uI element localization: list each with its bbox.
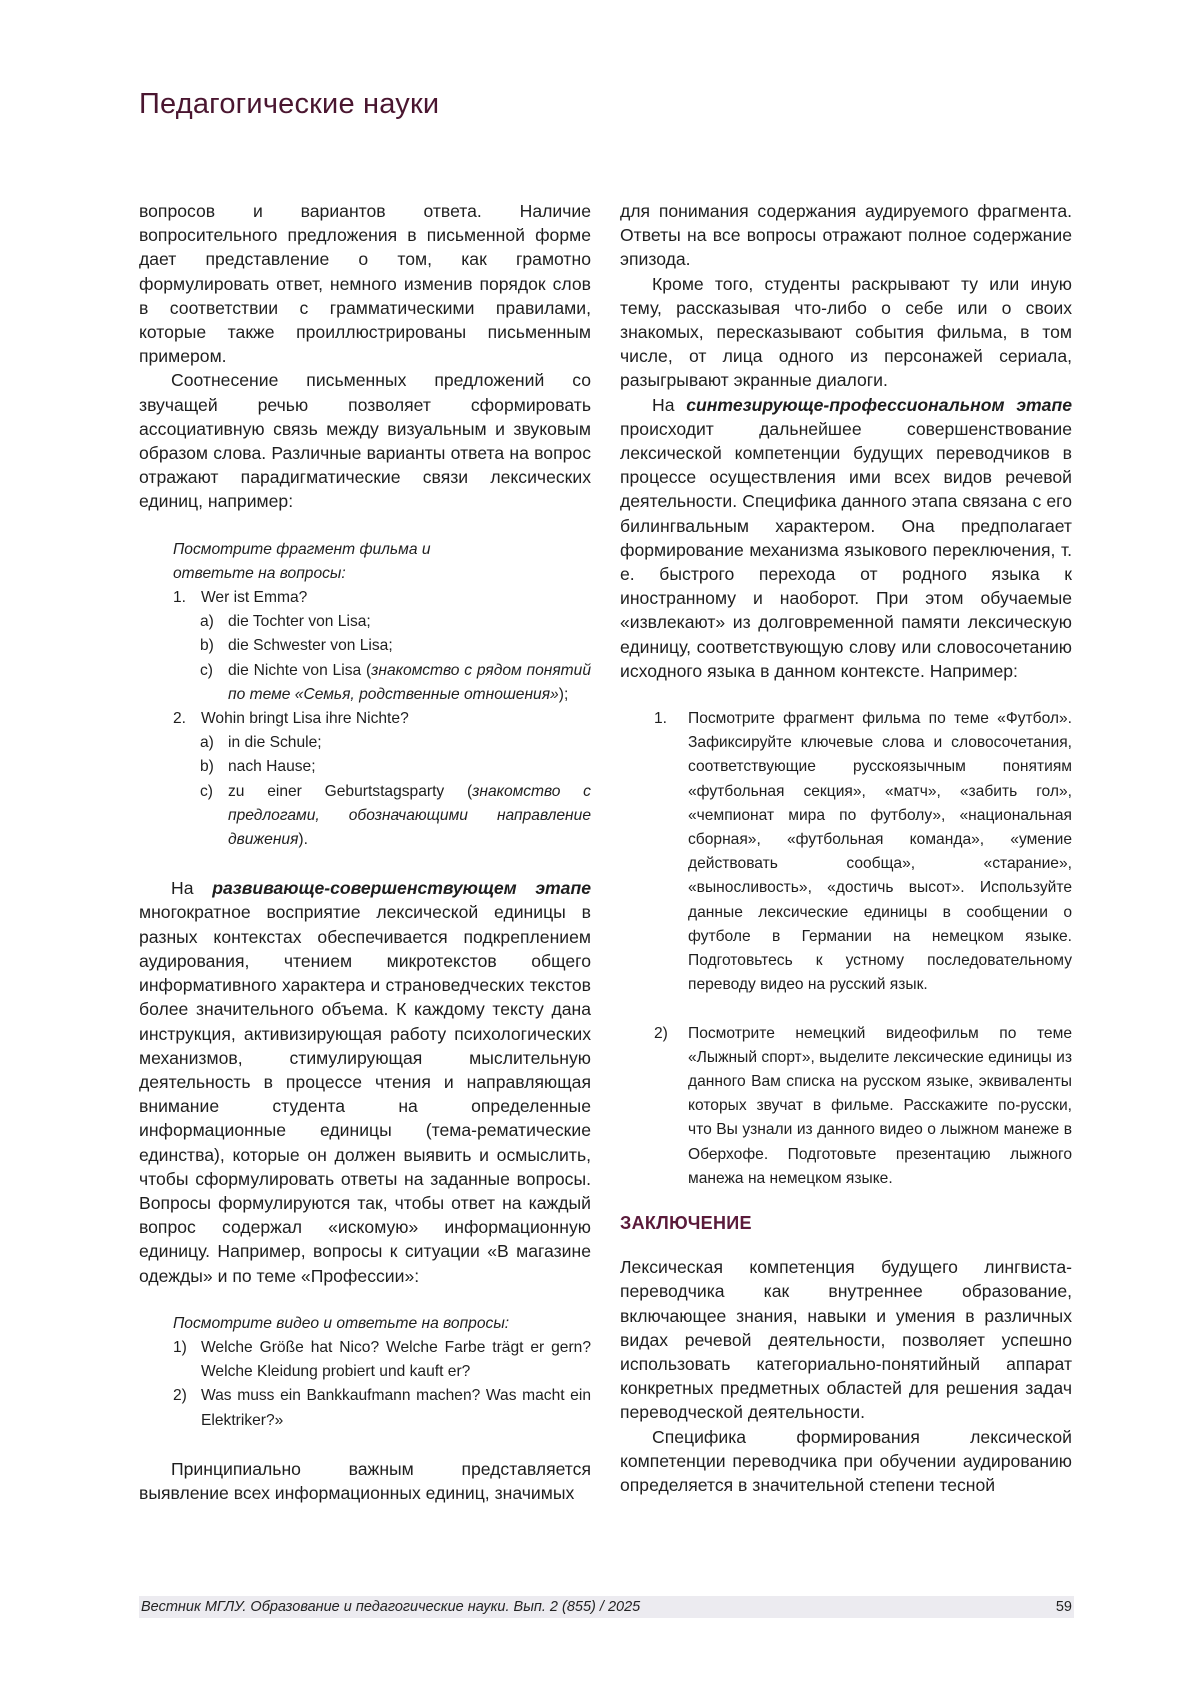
paragraph: вопросов и вариантов ответа. Наличие вопросительного предложения в письменной форме дает представление о том, как грамотно формулировать ответ, немного изменив порядок слов в соответствии с грамматическими правилами, которые также проиллюстрированы письменным примером. <box>139 201 591 367</box>
option-text: die Tochter von Lisa; <box>228 613 371 631</box>
paragraph: Специфика формирования лексической компетенции переводчика при обучении аудированию определяется в значительной степени тесной <box>620 1426 1072 1495</box>
option-letter: c) <box>200 661 213 679</box>
question-item <box>173 1336 591 1384</box>
task-text: Посмотрите немецкий видеофильм по теме «Лыжный спорт», выделите лексические единицы из данного Вам списка на русском языке, эквиваленты которых звучат в фильме. Расскажите по-русски, что Вы узнали из данного видео о лыжном манеже в Оберхофе. Подготовьте презентацию лыжного манежа на немецком языке. <box>688 1024 1072 1187</box>
option-item <box>200 755 591 779</box>
option-list <box>200 610 591 707</box>
task-item <box>654 707 1072 997</box>
option-letter: c) <box>200 782 213 800</box>
question-text: Wer ist Emma? <box>201 589 308 607</box>
option-text: nach Hause; <box>228 758 316 776</box>
paragraph-stage-developing <box>139 876 591 1287</box>
question-text: Welche Größe hat Nico? Welche Farbe trägt er gern? Welche Kleidung probiert und kauft er? <box>201 1338 591 1381</box>
paragraph-text: происходит дальнейшее совершенствование лексической компетенции будущих переводчиков в процессе осуществления ими всех видов речевой деятельности. Специфика данного этапа связана с его билингвальным характером. Она предполагает формирование механизма языкового переключения, т. е. быстрого перехода от родного языка к иностранному и наоборот. При этом обучаемые «извлекают» из долговременной памяти лексическую единицу, соответствующую слову или словосочетанию исходного языка в данном контексте. Например: <box>620 418 1072 681</box>
emphasized-term: синтезирующе-профессиональном этапе <box>686 394 1072 415</box>
question-item <box>173 1384 591 1432</box>
question-text: Wohin bringt Lisa ihre Nichte? <box>201 710 409 728</box>
question-item <box>173 707 591 731</box>
right-column <box>620 199 1072 1497</box>
option-letter: a) <box>200 734 214 752</box>
task-text: Посмотрите фрагмент фильма по теме «Футбол». Зафиксируйте ключевые слова и словосочетания, соответствующие русскоязычным понятиям «футбольная секция», «матч», «забить гол», «чемпионат мира по футболу», «национальная сборная», «футбольная команда», «умение действовать сообща», «старание», «выносливость», «достичь высот». Используйте данные лексические единицы в сообщении о футболе в Германии на немецком языке. Подготовьтесь к устному последовательному переводу видео на русский язык. <box>688 710 1072 994</box>
page-footer <box>139 1596 1074 1618</box>
option-tail: ); <box>558 685 569 703</box>
option-item <box>200 731 591 755</box>
example-lead: Посмотрите видео и ответьте на вопросы: <box>173 1314 510 1332</box>
option-note: знакомство с предлогами, обозначающими направление движения <box>228 782 591 849</box>
task-number: 1. <box>654 710 668 728</box>
option-text: die Nichte von Lisa ( <box>228 661 372 679</box>
option-item <box>200 780 591 853</box>
question-list <box>173 586 591 610</box>
option-text: in die Schule; <box>228 734 322 752</box>
left-column <box>139 199 591 1505</box>
task-item <box>654 1022 1072 1191</box>
task-number: 2) <box>654 1024 668 1042</box>
example-block-1 <box>173 538 591 853</box>
question-number: 1. <box>173 589 187 607</box>
running-head-section-title: Педагогические науки <box>139 88 440 120</box>
question-number: 2) <box>173 1387 187 1405</box>
paragraph: Лексическая компетенция будущего лингвиста-переводчика как внутреннее образование, включающее знания, навыки и умения в различных видах речевой деятельности, позволяет успешно использовать категориально-понятийный аппарат конкретных предметных областей для решения задач переводческой деятельности. <box>620 1257 1072 1423</box>
question-number: 1) <box>173 1338 187 1356</box>
task-list <box>654 707 1072 1191</box>
page-number: 59 <box>1055 1599 1072 1615</box>
question-list <box>173 1336 591 1433</box>
option-text: zu einer Geburtstagsparty ( <box>228 782 473 800</box>
paragraph-stage-synthesizing <box>620 393 1072 683</box>
journal-citation: Вестник МГЛУ. Образование и педагогические науки. Вып. 2 (855) / 2025 <box>141 1599 641 1615</box>
text-prefix: На <box>171 878 194 899</box>
option-tail: ). <box>298 831 308 849</box>
paragraph: Принципиально важным представляется выявление всех информационных единиц, значимых <box>139 1458 591 1503</box>
option-letter: b) <box>200 758 214 776</box>
text-prefix: На <box>652 394 675 415</box>
section-heading-conclusion: ЗАКЛЮЧЕНИЕ <box>620 1212 752 1233</box>
option-letter: a) <box>200 613 214 631</box>
option-text: die Schwester von Lisa; <box>228 637 393 655</box>
option-item <box>200 634 591 658</box>
paragraph-text: многократное восприятие лексической единицы в разных контекстах обеспечивается подкреплением аудирования, чтением микротекстов общего информативного характера и страноведческих текстов более значительного объема. К каждому тексту дана инструкция, активизирующая работу психологических механизмов, стимулирующая мыслительную деятельность в процессе чтения и направляющая внимание студента на определенные информационные единицы (тема-рематические единства), которые он должен выявить и осмыслить, чтобы сформулировать ответы на заданные вопросы. Вопросы формулируются так, чтобы ответ на каждый вопрос содержал «искомую» информационную единицу. Например, вопросы к ситуации «В магазине одежды» и по теме «Профессии»: <box>139 902 591 1286</box>
question-list <box>173 707 591 731</box>
option-item <box>200 659 591 707</box>
paragraph: Кроме того, студенты раскрывают ту или иную тему, рассказывая что-либо о себе или о своих знакомых, пересказывают события фильма, в том числе, от лица одного из персонажей сериала, разыгрывают экранные диалоги. <box>620 273 1072 391</box>
emphasized-term: развивающе-совершенствующем этапе <box>212 878 592 899</box>
question-number: 2. <box>173 710 187 728</box>
example-block-2 <box>173 1312 591 1433</box>
question-item <box>173 586 591 610</box>
example-lead: Посмотрите фрагмент фильма и ответьте на вопросы: <box>173 540 431 582</box>
option-list <box>200 731 591 852</box>
option-note: знакомство с рядом понятий по теме «Семья, родственные отношения» <box>228 661 591 703</box>
paragraph: для понимания содержания аудируемого фрагмента. Ответы на все вопросы отражают полное содержание эпизода. <box>620 201 1072 270</box>
option-letter: b) <box>200 637 214 655</box>
question-text: Was muss ein Bankkaufmann machen? Was macht ein Elektriker?» <box>201 1387 591 1429</box>
paragraph: Соотнесение письменных предложений со звучащей речью позволяет сформировать ассоциативную связь между визуальным и звуковым образом слова. Различные варианты ответа на вопрос отражают парадигматические связи лексических единиц, например: <box>139 370 591 512</box>
option-item <box>200 610 591 634</box>
